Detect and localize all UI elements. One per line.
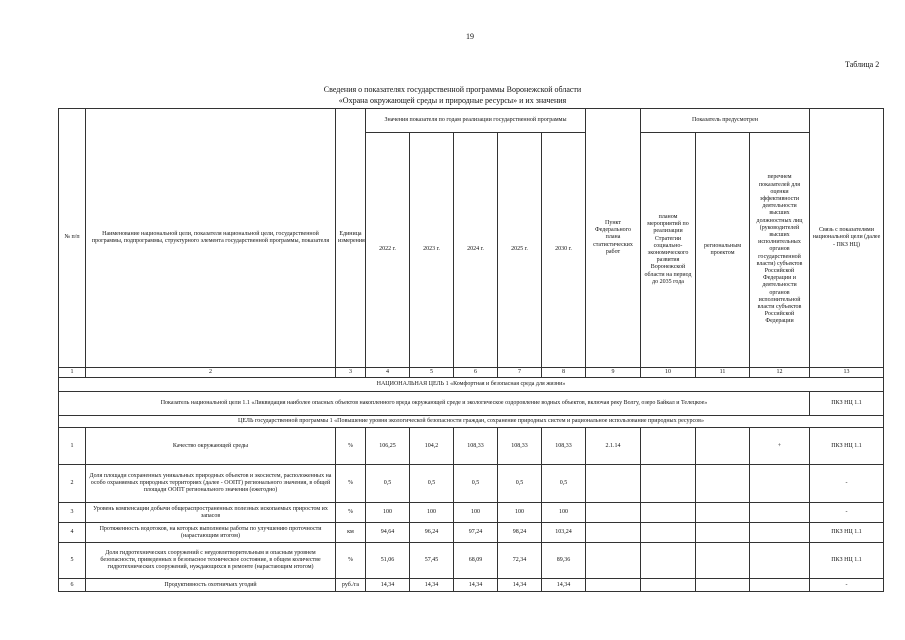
header-row-top xyxy=(59,109,884,133)
table-body xyxy=(59,109,884,592)
indicators-table xyxy=(58,108,884,592)
value-2030: 100 xyxy=(542,503,586,523)
document-title-line-1: Сведения о показателях государственной программы Воронежской области xyxy=(323,85,582,94)
column-number: 9 xyxy=(586,368,641,378)
column-number: 4 xyxy=(366,368,410,378)
value-2030: 0,5 xyxy=(542,465,586,503)
evaluation-flag xyxy=(750,465,810,503)
row-number: 5 xyxy=(59,543,86,579)
national-goal: НАЦИОНАЛЬНАЯ ЦЕЛЬ 1 «Комфортная и безопасная среда для жизни» xyxy=(59,378,884,392)
fed-plan-item: 2.1.14 xyxy=(586,428,641,465)
indicator-name: Доля площади сохраненных уникальных природных объектов и экосистем, расположенных на особо охраняемых природных территориях (далее - ООПТ) регионального значения, в общей площади ООПТ регионального значения (ежегодно) xyxy=(86,465,336,503)
regional-project-flag xyxy=(696,579,750,592)
header-name: Наименование национальной цели, показателя национальной цели, государственной программы, подпрограммы, структурного элемента государственной программы, показателя xyxy=(86,109,336,368)
value-2023: 104,2 xyxy=(410,428,454,465)
header-year: 2025 г. xyxy=(498,133,542,368)
national-goal-link: - xyxy=(810,579,884,592)
indicator-name: Протяженность водотоков, на которых выполнены работы по улучшению проточности (нарастающим итогом) xyxy=(86,523,336,543)
page-number: 19 xyxy=(466,32,474,41)
strategy-flag xyxy=(641,543,696,579)
unit: % xyxy=(336,503,366,523)
value-2024: 0,5 xyxy=(454,465,498,503)
strategy-flag xyxy=(641,503,696,523)
row-number: 6 xyxy=(59,579,86,592)
table-row xyxy=(59,543,884,579)
header-provided-group: Показатель предусмотрен xyxy=(641,109,810,133)
column-number: 13 xyxy=(810,368,884,378)
column-number: 1 xyxy=(59,368,86,378)
national-goal-link: - xyxy=(810,503,884,523)
unit: % xyxy=(336,543,366,579)
value-2022: 51,06 xyxy=(366,543,410,579)
column-number: 12 xyxy=(750,368,810,378)
row-number: 1 xyxy=(59,428,86,465)
column-number: 8 xyxy=(542,368,586,378)
evaluation-flag: + xyxy=(750,428,810,465)
unit: % xyxy=(336,428,366,465)
table-row xyxy=(59,465,884,503)
evaluation-flag xyxy=(750,579,810,592)
column-number: 10 xyxy=(641,368,696,378)
indicator-name: Продуктивность охотничьих угодий xyxy=(86,579,336,592)
row-number: 4 xyxy=(59,523,86,543)
value-2022: 14,34 xyxy=(366,579,410,592)
national-indicator: Показатель национальной цели 1.1 «Ликвидация наиболее опасных объектов накопленного вреда окружающей среде и экологическое оздоровление водных объектов, включая реку Волгу, озеро Байкал и Телецкое» xyxy=(59,392,810,416)
document-title-line-2: «Охрана окружающей среды и природные ресурсы» и их значения xyxy=(338,96,567,105)
value-2030: 89,36 xyxy=(542,543,586,579)
header-num: № п/п xyxy=(59,109,86,368)
unit: км xyxy=(336,523,366,543)
value-2025: 14,34 xyxy=(498,579,542,592)
national-goal-link: ПКЗ НЦ 1.1 xyxy=(810,428,884,465)
value-2025: 100 xyxy=(498,503,542,523)
national-indicator-link: ПКЗ НЦ 1.1 xyxy=(810,392,884,416)
header-link: Связь с показателями национальной цели (далее - ПКЗ НЦ) xyxy=(810,109,884,368)
national-goal-link: ПКЗ НЦ 1.1 xyxy=(810,523,884,543)
evaluation-flag xyxy=(750,503,810,523)
value-2030: 103,24 xyxy=(542,523,586,543)
header-unit: Единица измерения xyxy=(336,109,366,368)
unit: руб./га xyxy=(336,579,366,592)
program-goal: ЦЕЛЬ государственной программы 1 «Повышение уровня экологической безопасности граждан, сохранение природных систем и рациональное использование природных ресурсов» xyxy=(59,416,884,428)
header-year: 2024 г. xyxy=(454,133,498,368)
column-number: 6 xyxy=(454,368,498,378)
value-2022: 94,64 xyxy=(366,523,410,543)
evaluation-flag xyxy=(750,523,810,543)
row-number: 3 xyxy=(59,503,86,523)
value-2023: 14,34 xyxy=(410,579,454,592)
national-goal-link: ПКЗ НЦ 1.1 xyxy=(810,543,884,579)
regional-project-flag xyxy=(696,428,750,465)
value-2030: 108,33 xyxy=(542,428,586,465)
value-2025: 0,5 xyxy=(498,465,542,503)
value-2022: 0,5 xyxy=(366,465,410,503)
column-number: 2 xyxy=(86,368,336,378)
regional-project-flag xyxy=(696,503,750,523)
value-2025: 72,34 xyxy=(498,543,542,579)
column-number: 7 xyxy=(498,368,542,378)
national-goal-link: - xyxy=(810,465,884,503)
header-regional-projects: региональным проектом xyxy=(696,133,750,368)
value-2023: 96,24 xyxy=(410,523,454,543)
value-2024: 68,09 xyxy=(454,543,498,579)
header-evaluation: перечнем показателей для оценки эффективности деятельности высших должностных лиц (руководителей высших исполнительных органов государственной власти) субъектов Российской Федерации и деятельности органов исполнительной власти субъектов Российской Федерации xyxy=(750,133,810,368)
fed-plan-item xyxy=(586,579,641,592)
table-row xyxy=(59,428,884,465)
national-indicator-row xyxy=(59,392,884,416)
strategy-flag xyxy=(641,579,696,592)
column-numbers-row xyxy=(59,368,884,378)
indicator-name: Доля гидротехнических сооружений с неудовлетворительным и опасным уровнем безопасности, приведенных в безопасное техническое состояние, в общем количестве гидротехнических сооружений, нуждающихся в ремонте (нарастающим итогом) xyxy=(86,543,336,579)
strategy-flag xyxy=(641,428,696,465)
value-2023: 57,45 xyxy=(410,543,454,579)
value-2024: 14,34 xyxy=(454,579,498,592)
value-2023: 100 xyxy=(410,503,454,523)
column-number: 5 xyxy=(410,368,454,378)
value-2023: 0,5 xyxy=(410,465,454,503)
column-number: 11 xyxy=(696,368,750,378)
indicator-name: Качество окружающей среды xyxy=(86,428,336,465)
program-goal-row xyxy=(59,416,884,428)
value-2022: 100 xyxy=(366,503,410,523)
value-2022: 106,25 xyxy=(366,428,410,465)
indicator-name: Уровень компенсации добычи общераспространенных полезных ископаемых приростом их запасов xyxy=(86,503,336,523)
strategy-flag xyxy=(641,465,696,503)
evaluation-flag xyxy=(750,543,810,579)
fed-plan-item xyxy=(586,523,641,543)
column-number: 3 xyxy=(336,368,366,378)
table-row xyxy=(59,503,884,523)
regional-project-flag xyxy=(696,523,750,543)
header-values-group: Значения показателя по годам реализации государственной программы xyxy=(366,109,586,133)
regional-project-flag xyxy=(696,465,750,503)
header-year: 2023 г. xyxy=(410,133,454,368)
regional-project-flag xyxy=(696,543,750,579)
fed-plan-item xyxy=(586,503,641,523)
table-label: Таблица 2 xyxy=(845,60,880,69)
value-2024: 108,33 xyxy=(454,428,498,465)
header-strategy: планом мероприятий по реализации Стратегии социально-экономического развития Воронежской области на период до 2035 года xyxy=(641,133,696,368)
header-year: 2022 г. xyxy=(366,133,410,368)
table-row xyxy=(59,523,884,543)
table-row xyxy=(59,579,884,592)
row-number: 2 xyxy=(59,465,86,503)
fed-plan-item xyxy=(586,465,641,503)
fed-plan-item xyxy=(586,543,641,579)
value-2025: 98,24 xyxy=(498,523,542,543)
value-2030: 14,34 xyxy=(542,579,586,592)
national-goal-row xyxy=(59,378,884,392)
unit: % xyxy=(336,465,366,503)
value-2024: 100 xyxy=(454,503,498,523)
header-fed-plan: Пункт Федерального плана статистических работ xyxy=(586,109,641,368)
strategy-flag xyxy=(641,523,696,543)
value-2025: 108,33 xyxy=(498,428,542,465)
header-year: 2030 г. xyxy=(542,133,586,368)
value-2024: 97,24 xyxy=(454,523,498,543)
